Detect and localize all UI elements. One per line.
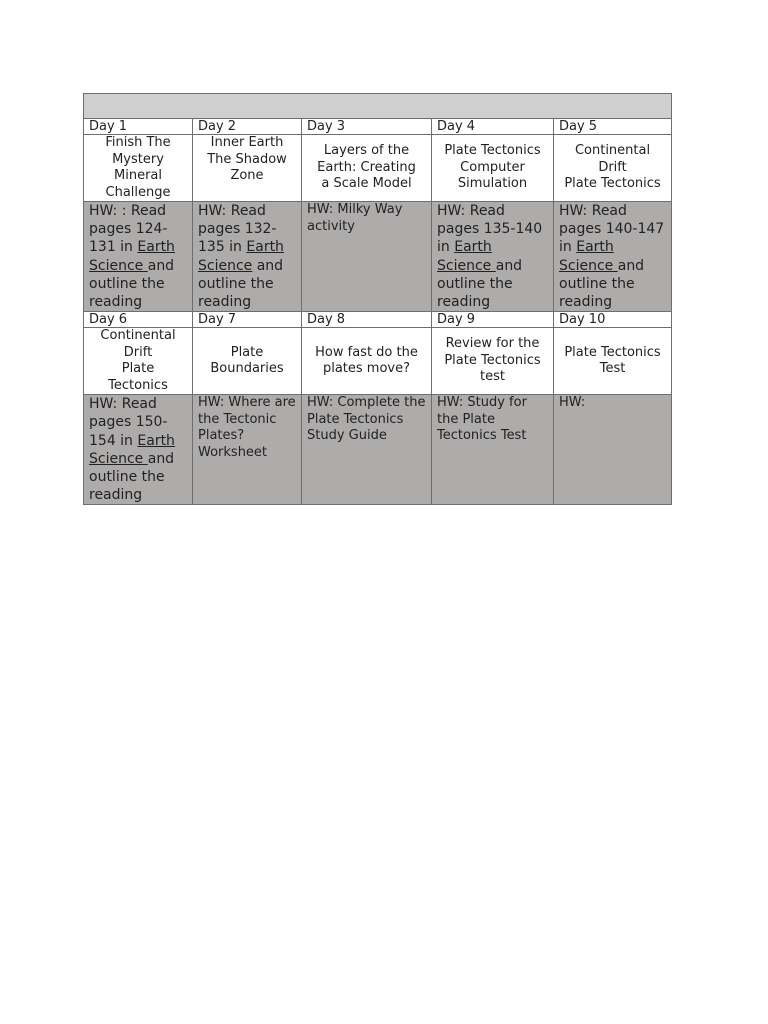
homework-text: and outline the reading [559,257,645,311]
topic-line: Zone [230,168,264,183]
topic-cell [554,328,672,395]
topic-line: Plate Tectonics [444,352,541,368]
topic-cell [302,135,432,202]
homework-text: HW: Read pages 135-140 in [437,203,543,256]
day-label: Day 10 [554,312,672,328]
homework-cell [554,395,672,505]
homework-cell [84,395,193,505]
day-label: Day 9 [432,312,554,328]
topic-line: Simulation [457,176,528,192]
topic-cell [193,328,302,395]
homework-text: HW: Study for the Plate Tectonics Test [437,395,527,444]
topic-line: plates move? [322,361,411,377]
topic-line: Drift [123,344,153,360]
homework-text: HW: Complete the Plate Tectonics Study Guide [307,395,426,444]
textbook-title: Earth Science [437,239,496,274]
homework-text: HW: Milky Way activity [307,202,403,234]
topic-line: Test [599,361,626,377]
topic-line: Earth: Creating [317,159,416,175]
day-label: Day 1 [84,119,193,135]
day-label: Day 7 [193,312,302,328]
homework-text: HW: Read pages 132-135 in [198,203,277,256]
homework-cell [302,202,432,312]
topic-line: Mineral [114,168,162,183]
topic-line: Plate Tectonics [444,143,541,159]
homework-cell [84,202,193,312]
homework-cell [193,202,302,312]
topic-line: Mystery [112,151,164,167]
homework-cell [193,395,302,505]
topic-cell [554,135,672,202]
day-label: Day 6 [84,312,193,328]
topic-line: Boundaries [210,361,284,377]
topic-line: test [480,369,505,385]
topic-line: Challenge [105,184,171,200]
topic-line: Layers of the [323,143,410,159]
topic-line: a Scale Model [321,176,412,192]
topic-line: Drift [598,159,627,175]
topic-line: Plate [121,361,155,377]
homework-text: HW: [559,395,586,411]
textbook-title: Earth Science [89,432,175,467]
day-label-row [84,312,672,328]
day-label: Day 8 [302,312,432,328]
topic-cell [84,328,193,395]
homework-text: HW: Where are the Tectonic Plates? Worksheet [198,395,296,460]
header-cell [84,94,672,119]
topic-cell [193,135,302,202]
homework-text: HW: Read pages 140-147 in [559,203,665,256]
topic-line: Continental [100,328,176,344]
topic-line: The Shadow [207,151,287,167]
homework-text: and outline the reading [89,257,175,311]
topic-cell [84,135,193,202]
topic-row [84,328,672,395]
homework-text: HW: : Read pages 124-131 in [89,203,168,256]
homework-cell [432,202,554,312]
homework-text: and outline the reading [437,257,523,311]
homework-cell [554,202,672,312]
day-label: Day 2 [193,119,302,135]
topic-line: Tectonics [108,377,168,393]
homework-row [84,202,672,312]
topic-line: Computer [460,159,525,175]
day-label: Day 5 [554,119,672,135]
homework-text: and outline the reading [198,257,284,311]
topic-line: Continental [574,143,651,159]
lesson-schedule-table [83,93,672,505]
topic-line: Plate Tectonics [564,344,661,360]
day-label-row [84,119,672,135]
textbook-title: Earth Science [89,239,175,274]
homework-cell [432,395,554,505]
topic-row [84,135,672,202]
topic-line: Finish The [105,135,171,150]
topic-line: How fast do the [315,344,418,360]
homework-cell [302,395,432,505]
homework-text: and outline the reading [89,450,175,504]
homework-text: HW: Read pages 150-154 in [89,396,168,449]
topic-cell [432,135,554,202]
topic-line: Plate Tectonics [564,176,661,192]
topic-cell [432,328,554,395]
topic-line: Plate [230,344,264,360]
homework-row [84,395,672,505]
topic-line: Review for the [445,336,540,352]
topic-cell [302,328,432,395]
table-header-bar [84,94,672,119]
day-label: Day 3 [302,119,432,135]
textbook-title: Earth Science [198,239,284,274]
day-label: Day 4 [432,119,554,135]
textbook-title: Earth Science [559,239,618,274]
topic-line: Inner Earth [210,135,284,150]
